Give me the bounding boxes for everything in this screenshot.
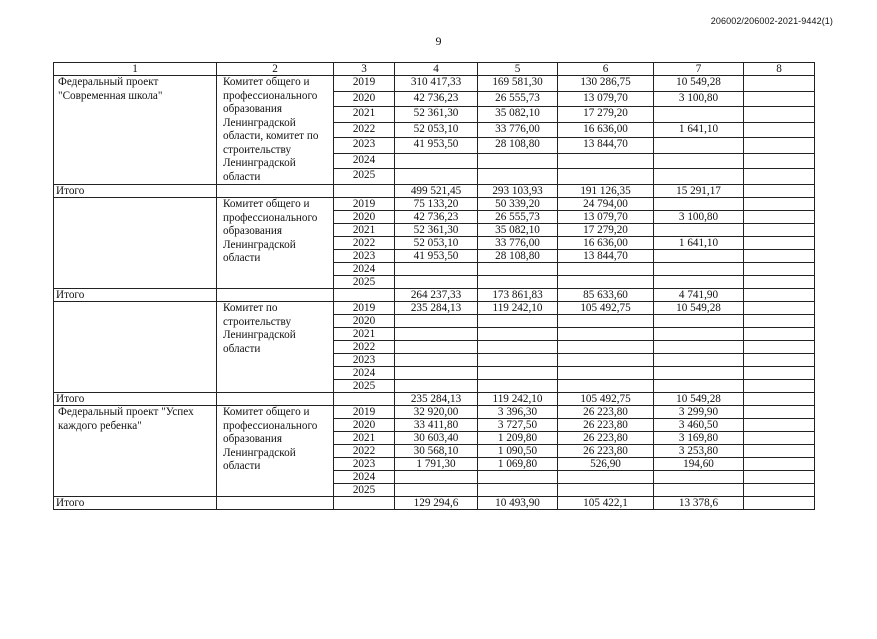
value-cell-c4: 52 361,30 — [395, 224, 478, 237]
value-cell-c6: 26 223,80 — [558, 432, 654, 445]
total-value-cell-c7: 15 291,17 — [654, 185, 744, 198]
value-cell-c7 — [654, 354, 744, 367]
value-cell-c5: 33 776,00 — [478, 122, 558, 138]
value-cell-c4: 33 411,80 — [395, 419, 478, 432]
table-row — [54, 302, 815, 315]
value-cell-c5 — [478, 276, 558, 289]
value-cell-c4 — [395, 354, 478, 367]
executor-cell: Комитет по строительству Ленинградской области — [217, 302, 334, 393]
value-cell-c7 — [654, 250, 744, 263]
value-cell-c5: 28 108,80 — [478, 138, 558, 154]
value-cell-c7: 1 641,10 — [654, 237, 744, 250]
value-cell-c7 — [654, 328, 744, 341]
value-cell-c5 — [478, 315, 558, 328]
value-cell-c4 — [395, 471, 478, 484]
value-cell-c6 — [558, 471, 654, 484]
value-cell-c7: 3 299,90 — [654, 406, 744, 419]
value-cell-c7: 3 460,50 — [654, 419, 744, 432]
total-value-cell-c4: 499 521,45 — [395, 185, 478, 198]
value-cell-c6 — [558, 315, 654, 328]
year-cell: 2024 — [334, 153, 395, 169]
value-cell-c8 — [744, 198, 815, 211]
value-cell-c8 — [744, 484, 815, 497]
value-cell-c7: 3 100,80 — [654, 91, 744, 107]
value-cell-c7: 10 549,28 — [654, 76, 744, 92]
column-header: 2 — [217, 63, 334, 76]
value-cell-c8 — [744, 107, 815, 123]
value-cell-c4: 235 284,13 — [395, 302, 478, 315]
value-cell-c7 — [654, 153, 744, 169]
total-value-cell-c5: 10 493,90 — [478, 497, 558, 510]
year-cell: 2023 — [334, 250, 395, 263]
project-name-cell: Федеральный проект "Современная школа" — [54, 76, 217, 185]
total-value-cell-c8 — [744, 497, 815, 510]
value-cell-c4 — [395, 169, 478, 185]
year-cell: 2024 — [334, 471, 395, 484]
value-cell-c5: 1 090,50 — [478, 445, 558, 458]
year-cell: 2024 — [334, 367, 395, 380]
year-cell: 2025 — [334, 276, 395, 289]
value-cell-c8 — [744, 211, 815, 224]
value-cell-c7: 10 549,28 — [654, 302, 744, 315]
value-cell-c8 — [744, 328, 815, 341]
year-cell: 2021 — [334, 328, 395, 341]
total-value-cell-c4: 264 237,33 — [395, 289, 478, 302]
value-cell-c6: 13 844,70 — [558, 138, 654, 154]
value-cell-c5 — [478, 328, 558, 341]
value-cell-c6 — [558, 276, 654, 289]
value-cell-c8 — [744, 302, 815, 315]
value-cell-c6 — [558, 341, 654, 354]
value-cell-c4 — [395, 263, 478, 276]
year-cell: 2021 — [334, 432, 395, 445]
year-cell: 2020 — [334, 211, 395, 224]
value-cell-c6: 130 286,75 — [558, 76, 654, 92]
value-cell-c5: 26 555,73 — [478, 91, 558, 107]
total-value-cell-c6: 191 126,35 — [558, 185, 654, 198]
value-cell-c6: 16 636,00 — [558, 237, 654, 250]
value-cell-c8 — [744, 76, 815, 92]
total-label-cell: Итого — [54, 393, 217, 406]
empty-cell — [334, 289, 395, 302]
column-header-row — [54, 63, 815, 76]
value-cell-c5 — [478, 169, 558, 185]
project-name-cell — [54, 198, 217, 289]
value-cell-c6: 26 223,80 — [558, 406, 654, 419]
value-cell-c6 — [558, 328, 654, 341]
value-cell-c6: 13 079,70 — [558, 91, 654, 107]
empty-cell — [334, 185, 395, 198]
total-value-cell-c5: 119 242,10 — [478, 393, 558, 406]
value-cell-c8 — [744, 406, 815, 419]
empty-cell — [217, 185, 334, 198]
value-cell-c5: 35 082,10 — [478, 107, 558, 123]
empty-cell — [217, 289, 334, 302]
value-cell-c7 — [654, 138, 744, 154]
value-cell-c8 — [744, 380, 815, 393]
empty-cell — [334, 497, 395, 510]
year-cell: 2019 — [334, 198, 395, 211]
page-number: 9 — [435, 34, 442, 48]
value-cell-c8 — [744, 367, 815, 380]
value-cell-c5: 3 396,30 — [478, 406, 558, 419]
value-cell-c7 — [654, 367, 744, 380]
value-cell-c8 — [744, 419, 815, 432]
value-cell-c8 — [744, 276, 815, 289]
total-row — [54, 497, 815, 510]
total-row — [54, 289, 815, 302]
value-cell-c7 — [654, 169, 744, 185]
executor-cell: Комитет общего и профессионального образования Ленинградской области — [217, 406, 334, 497]
executor-cell: Комитет общего и профессионального образования Ленинградской области — [217, 198, 334, 289]
year-cell: 2023 — [334, 458, 395, 471]
value-cell-c4 — [395, 315, 478, 328]
column-header: 5 — [478, 63, 558, 76]
value-cell-c5 — [478, 484, 558, 497]
total-label-cell: Итого — [54, 185, 217, 198]
value-cell-c5: 119 242,10 — [478, 302, 558, 315]
empty-cell — [334, 393, 395, 406]
value-cell-c6: 526,90 — [558, 458, 654, 471]
value-cell-c7: 3 100,80 — [654, 211, 744, 224]
year-cell: 2019 — [334, 302, 395, 315]
value-cell-c5 — [478, 367, 558, 380]
total-value-cell-c8 — [744, 185, 815, 198]
value-cell-c4: 42 736,23 — [395, 211, 478, 224]
column-header: 3 — [334, 63, 395, 76]
value-cell-c5: 35 082,10 — [478, 224, 558, 237]
total-value-cell-c6: 105 492,75 — [558, 393, 654, 406]
value-cell-c8 — [744, 169, 815, 185]
value-cell-c5: 1 209,80 — [478, 432, 558, 445]
value-cell-c5: 33 776,00 — [478, 237, 558, 250]
project-name-cell: Федеральный проект "Успех каждого ребенка" — [54, 406, 217, 497]
year-cell: 2023 — [334, 138, 395, 154]
value-cell-c6: 17 279,20 — [558, 224, 654, 237]
value-cell-c7 — [654, 471, 744, 484]
total-row — [54, 185, 815, 198]
year-cell: 2022 — [334, 445, 395, 458]
value-cell-c6: 24 794,00 — [558, 198, 654, 211]
value-cell-c4: 42 736,23 — [395, 91, 478, 107]
value-cell-c4: 30 603,40 — [395, 432, 478, 445]
year-cell: 2025 — [334, 169, 395, 185]
value-cell-c7: 3 169,80 — [654, 432, 744, 445]
value-cell-c6 — [558, 367, 654, 380]
value-cell-c4: 41 953,50 — [395, 250, 478, 263]
value-cell-c8 — [744, 237, 815, 250]
value-cell-c7 — [654, 224, 744, 237]
total-value-cell-c4: 129 294,6 — [395, 497, 478, 510]
value-cell-c8 — [744, 341, 815, 354]
value-cell-c8 — [744, 250, 815, 263]
budget-table — [53, 62, 815, 510]
value-cell-c4: 52 053,10 — [395, 237, 478, 250]
total-value-cell-c7: 4 741,90 — [654, 289, 744, 302]
value-cell-c8 — [744, 471, 815, 484]
year-cell: 2019 — [334, 406, 395, 419]
total-value-cell-c6: 105 422,1 — [558, 497, 654, 510]
value-cell-c5 — [478, 380, 558, 393]
value-cell-c5 — [478, 354, 558, 367]
total-value-cell-c5: 173 861,83 — [478, 289, 558, 302]
value-cell-c8 — [744, 432, 815, 445]
empty-cell — [217, 393, 334, 406]
column-header: 7 — [654, 63, 744, 76]
value-cell-c6 — [558, 354, 654, 367]
executor-cell: Комитет общего и профессионального образования Ленинградской области, комитет по строительству Ленинградской области — [217, 76, 334, 185]
year-cell: 2022 — [334, 237, 395, 250]
value-cell-c6: 26 223,80 — [558, 445, 654, 458]
value-cell-c6 — [558, 153, 654, 169]
value-cell-c7 — [654, 315, 744, 328]
value-cell-c7: 3 253,80 — [654, 445, 744, 458]
value-cell-c5: 26 555,73 — [478, 211, 558, 224]
value-cell-c4 — [395, 153, 478, 169]
value-cell-c8 — [744, 315, 815, 328]
table-row — [54, 198, 815, 211]
value-cell-c4 — [395, 276, 478, 289]
value-cell-c8 — [744, 153, 815, 169]
value-cell-c4 — [395, 328, 478, 341]
value-cell-c4: 52 361,30 — [395, 107, 478, 123]
value-cell-c5 — [478, 341, 558, 354]
value-cell-c5: 50 339,20 — [478, 198, 558, 211]
value-cell-c5 — [478, 471, 558, 484]
total-label-cell: Итого — [54, 289, 217, 302]
value-cell-c4 — [395, 367, 478, 380]
column-header: 8 — [744, 63, 815, 76]
value-cell-c6 — [558, 484, 654, 497]
year-cell: 2023 — [334, 354, 395, 367]
table-row — [54, 406, 815, 419]
value-cell-c6: 105 492,75 — [558, 302, 654, 315]
value-cell-c4: 41 953,50 — [395, 138, 478, 154]
total-label-cell: Итого — [54, 497, 217, 510]
value-cell-c4 — [395, 484, 478, 497]
year-cell: 2022 — [334, 341, 395, 354]
value-cell-c8 — [744, 263, 815, 276]
total-value-cell-c7: 13 378,6 — [654, 497, 744, 510]
value-cell-c4: 75 133,20 — [395, 198, 478, 211]
value-cell-c6: 13 079,70 — [558, 211, 654, 224]
total-row — [54, 393, 815, 406]
value-cell-c8 — [744, 354, 815, 367]
value-cell-c7 — [654, 380, 744, 393]
value-cell-c5 — [478, 263, 558, 276]
year-cell: 2020 — [334, 315, 395, 328]
value-cell-c7 — [654, 341, 744, 354]
total-value-cell-c4: 235 284,13 — [395, 393, 478, 406]
year-cell: 2019 — [334, 76, 395, 92]
value-cell-c5: 1 069,80 — [478, 458, 558, 471]
year-cell: 2022 — [334, 122, 395, 138]
year-cell: 2020 — [334, 419, 395, 432]
year-cell: 2024 — [334, 263, 395, 276]
document-id: 206002/206002-2021-9442(1) — [710, 16, 833, 26]
value-cell-c8 — [744, 138, 815, 154]
total-value-cell-c8 — [744, 393, 815, 406]
value-cell-c8 — [744, 458, 815, 471]
total-value-cell-c7: 10 549,28 — [654, 393, 744, 406]
value-cell-c6: 26 223,80 — [558, 419, 654, 432]
total-value-cell-c8 — [744, 289, 815, 302]
table-body — [54, 63, 815, 510]
value-cell-c7 — [654, 107, 744, 123]
value-cell-c6: 13 844,70 — [558, 250, 654, 263]
value-cell-c4: 52 053,10 — [395, 122, 478, 138]
value-cell-c6: 17 279,20 — [558, 107, 654, 123]
value-cell-c7 — [654, 263, 744, 276]
value-cell-c7: 194,60 — [654, 458, 744, 471]
value-cell-c4: 1 791,30 — [395, 458, 478, 471]
value-cell-c7 — [654, 198, 744, 211]
table-row — [54, 76, 815, 92]
value-cell-c8 — [744, 445, 815, 458]
value-cell-c5: 3 727,50 — [478, 419, 558, 432]
project-name-cell — [54, 302, 217, 393]
value-cell-c4: 30 568,10 — [395, 445, 478, 458]
column-header: 1 — [54, 63, 217, 76]
value-cell-c8 — [744, 122, 815, 138]
value-cell-c6 — [558, 263, 654, 276]
column-header: 6 — [558, 63, 654, 76]
value-cell-c4 — [395, 341, 478, 354]
year-cell: 2025 — [334, 380, 395, 393]
value-cell-c5: 169 581,30 — [478, 76, 558, 92]
value-cell-c4 — [395, 380, 478, 393]
total-value-cell-c5: 293 103,93 — [478, 185, 558, 198]
value-cell-c6 — [558, 169, 654, 185]
value-cell-c6 — [558, 380, 654, 393]
empty-cell — [217, 497, 334, 510]
year-cell: 2020 — [334, 91, 395, 107]
column-header: 4 — [395, 63, 478, 76]
year-cell: 2021 — [334, 107, 395, 123]
value-cell-c8 — [744, 224, 815, 237]
value-cell-c8 — [744, 91, 815, 107]
value-cell-c5: 28 108,80 — [478, 250, 558, 263]
value-cell-c7 — [654, 276, 744, 289]
value-cell-c7: 1 641,10 — [654, 122, 744, 138]
year-cell: 2025 — [334, 484, 395, 497]
value-cell-c7 — [654, 484, 744, 497]
total-value-cell-c6: 85 633,60 — [558, 289, 654, 302]
value-cell-c4: 310 417,33 — [395, 76, 478, 92]
value-cell-c6: 16 636,00 — [558, 122, 654, 138]
value-cell-c5 — [478, 153, 558, 169]
value-cell-c4: 32 920,00 — [395, 406, 478, 419]
year-cell: 2021 — [334, 224, 395, 237]
